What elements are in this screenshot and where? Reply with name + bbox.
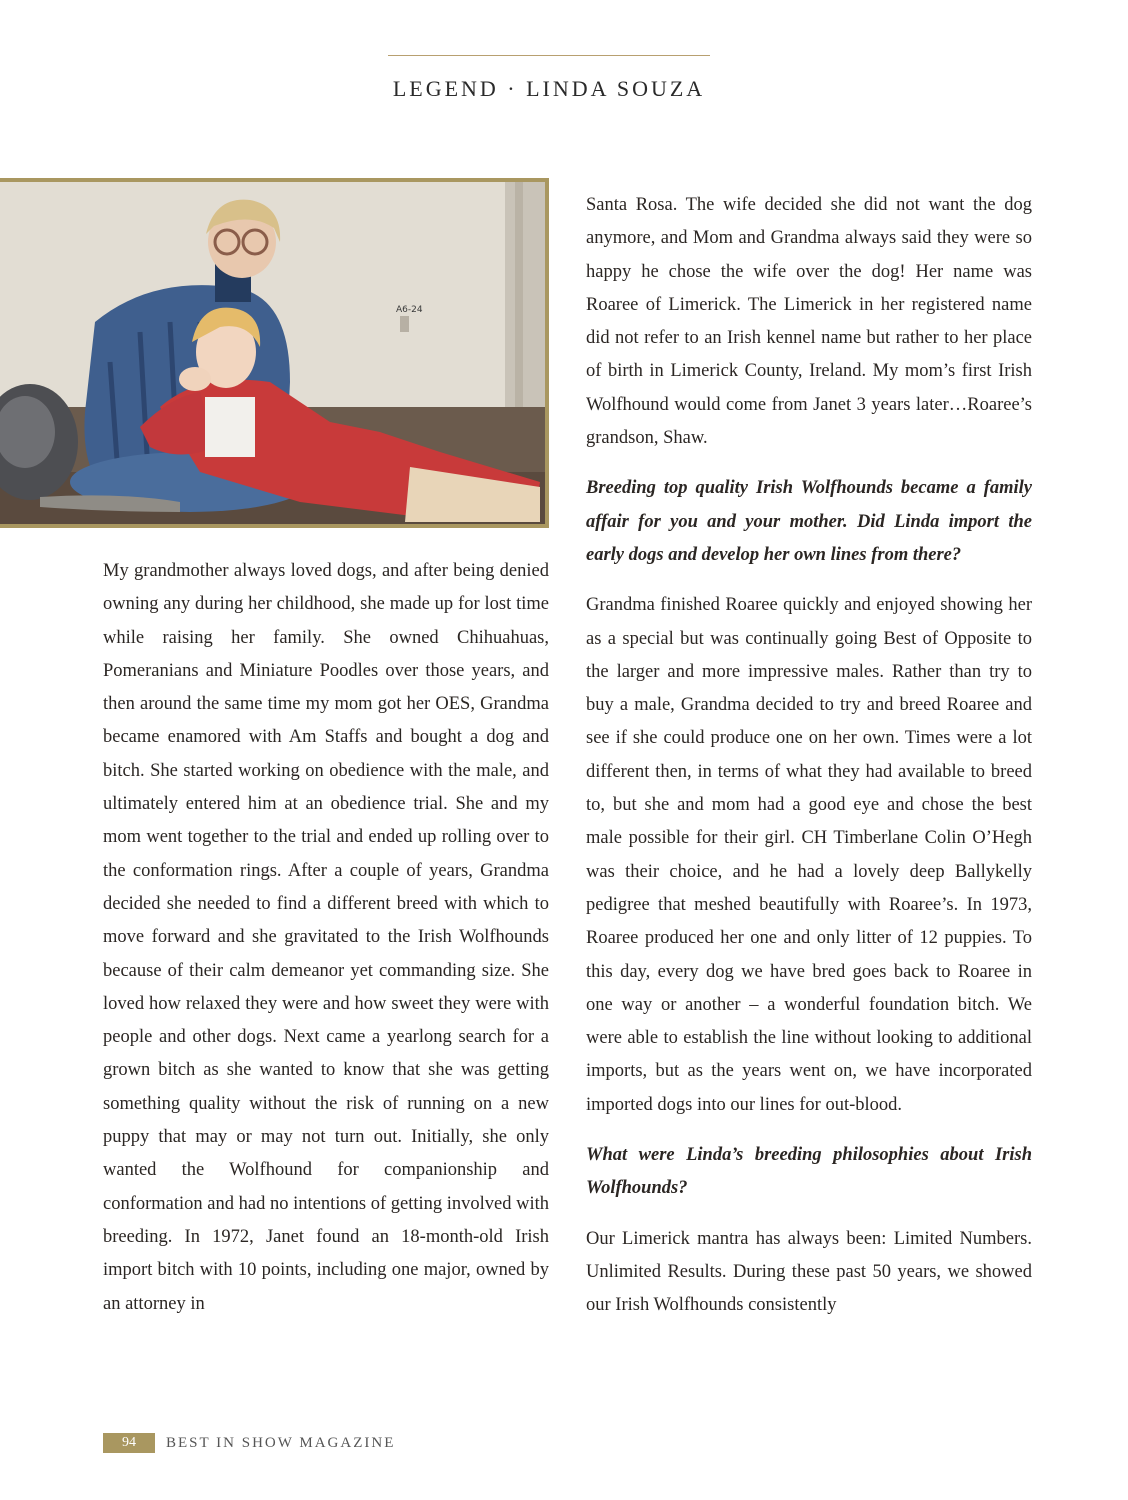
article-paragraph: Our Limerick mantra has always been: Limited Numbers. Unlimited Results. During these past 50 years, we showed our Irish Wolfhounds consistently <box>586 1228 1032 1316</box>
page-number: 94 <box>103 1433 155 1453</box>
page-header-title: LEGEND · LINDA SOUZA <box>392 76 706 101</box>
article-paragraph: My grandmother always loved dogs, and after being denied owning any during her childhood, she made up for lost time while raising her family. She owned Chihuahuas, Pomeranians and Miniature Poodles over those years, and then around the same time my mom got her OES, Grandma became enamored with Am Staffs and bought a dog and bitch. She started working on obedience with the male, and ultimately entered him at an obedience trial. She and my mom went together to the trial and ended up rolling over to the conformation rings. After a couple of years, Grandma decided she needed to find a different breed with which to move forward and she gravitated to the Irish Wolfhounds because of their calm demeanor yet commanding size. She loved how relaxed they were and how sweet they were with people and other dogs. Next came a yearlong search for a grown bitch as she wanted to know that she was getting something quality without the risk of running on a new puppy that may or may not turn out. Initially, she only wanted the Wolfhound for companionship and conformation and had no intentions of getting involved with breeding. In 1972, Janet found an 18-month-old Irish import bitch with 10 points, including one major, owned by an attorney in <box>103 561 549 1314</box>
article-paragraph: Santa Rosa. The wife decided she did not want the dog anymore, and Mom and Grandma always said they were so happy he chose the wife over the dog! Her name was Roaree of Limerick. The Limerick in her registered name did not refer to an Irish kennel name but rather to her place of birth in Limerick County, Ireland. My mom’s first Irish Wolfhound would come from Janet 3 years later…Roaree’s grandson, Shaw. <box>586 195 1032 449</box>
right-column <box>586 189 1032 1340</box>
photo-illustration <box>0 182 545 524</box>
article-paragraph: Grandma finished Roaree quickly and enjoyed showing her as a special but was continually going Best of Opposite to the larger and more impressive males. Rather than try to buy a male, Grandma decided to try and breed Roaree and see if she could produce one on her own. Times were a lot different then, in terms of what they had available to breed to, but she and mom had a good eye and chose the best male possible for their girl. CH Timberlane Colin O’Hegh was their choice, and he had a lovely deep Ballykelly pedigree that meshed beautifully with Roaree’s. In 1973, Roaree produced her one and only litter of 12 puppies. To this day, every dog we have bred goes back to Roaree in one way or another – a wonderful foundation bitch. We were able to establish the line without looking to additional imports, but as the years went on, we have incorporated imported dogs into our lines for out-blood. <box>586 595 1032 1115</box>
magazine-name: BEST IN SHOW MAGAZINE <box>166 1435 396 1451</box>
interview-question: What were Linda’s breeding philosophies about Irish Wolfhounds? <box>586 1145 1032 1199</box>
left-column <box>103 555 549 1338</box>
wall-sign: A6-24 <box>396 305 423 315</box>
article-photo <box>0 178 549 528</box>
header-rule <box>388 55 710 56</box>
interview-question: Breeding top quality Irish Wolfhounds became a family affair for you and your mother. Did Linda import the early dogs and develop her own lines from there? <box>586 478 1032 565</box>
